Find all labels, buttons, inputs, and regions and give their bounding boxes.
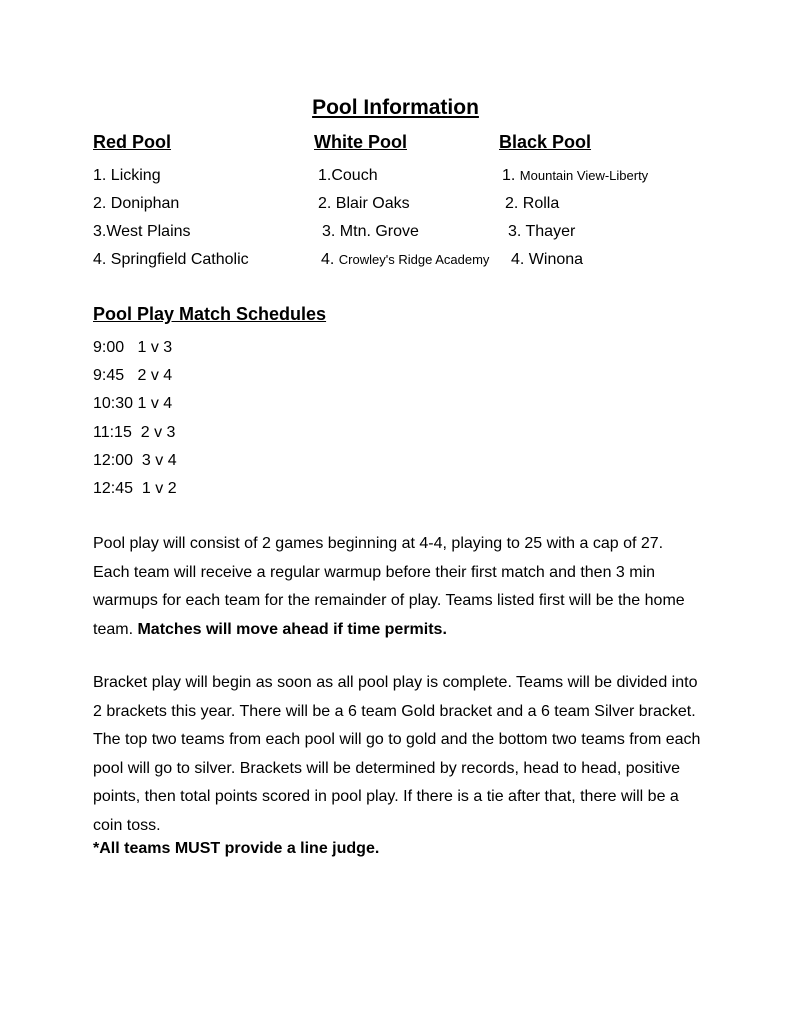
black-pool-heading: Black Pool <box>499 132 592 152</box>
pool-play-text: Pool play will consist of 2 games beginning at 4-4, playing to 25 with a cap of 27. Each team will receive a regular warmup before their first match and then 3 min warmups for each team for the remainder of play. Teams listed first will be the home team. <box>93 535 685 638</box>
pool-play-bold-text: Matches will move ahead if time permits. <box>137 620 447 638</box>
black-pool-team-list <box>499 162 648 274</box>
team-list-item: 4. Winona <box>511 251 584 268</box>
page-title: Pool Information <box>312 96 479 119</box>
team-list-item: 2. Doniphan <box>93 195 180 212</box>
red-pool-heading: Red Pool <box>93 132 172 152</box>
team-list-item: 1.Couch <box>318 167 378 184</box>
schedule-item: 11:15 2 v 3 <box>93 423 176 441</box>
team-number: 4. <box>321 251 335 268</box>
schedule-item: 10:30 1 v 4 <box>93 395 173 413</box>
team-list-item: 4. Springfield Catholic <box>93 251 249 268</box>
team-list-item <box>499 162 648 190</box>
line-judge-note: *All teams MUST provide a line judge. <box>93 840 380 857</box>
team-name: Crowley's Ridge Academy <box>338 252 490 267</box>
black-pool-column <box>499 132 648 274</box>
team-name: Mountain View-Liberty <box>519 168 649 183</box>
team-list-item: 3. Thayer <box>508 223 576 240</box>
team-list-item: 2. Blair Oaks <box>318 195 410 212</box>
white-pool-column <box>314 132 489 274</box>
team-list-item: 3. Mtn. Grove <box>322 223 419 240</box>
team-list-item: 1. Licking <box>93 167 161 184</box>
match-schedule-list <box>93 334 177 503</box>
schedule-heading: Pool Play Match Schedules <box>93 304 327 324</box>
pool-play-paragraph <box>93 530 703 644</box>
red-pool-team-list <box>93 162 249 274</box>
team-list-item: 2. Rolla <box>505 195 560 212</box>
red-pool-column <box>93 132 249 274</box>
schedule-item: 9:00 1 v 3 <box>93 339 173 356</box>
white-pool-heading: White Pool <box>314 132 407 152</box>
schedule-item: 12:45 1 v 2 <box>93 479 177 497</box>
bracket-play-paragraph: Bracket play will begin as soon as all pool play is complete. Teams will be divided into 2 brackets this year. There will be a 6 team Gold bracket and a 6 team Silver bracket. The top two teams from each pool will go to gold and the bottom two teams from each pool will go to silver. Brackets will be determined by records, head to head, positive points, then total points scored in pool play. If there is a tie after that, there will be a coin toss. <box>93 674 701 834</box>
schedule-item: 9:45 2 v 4 <box>93 367 173 385</box>
team-number: 1. <box>502 167 516 184</box>
team-list-item <box>314 246 489 274</box>
schedule-item: 12:00 3 v 4 <box>93 451 177 469</box>
team-list-item: 3.West Plains <box>93 223 191 240</box>
white-pool-team-list <box>314 162 489 274</box>
